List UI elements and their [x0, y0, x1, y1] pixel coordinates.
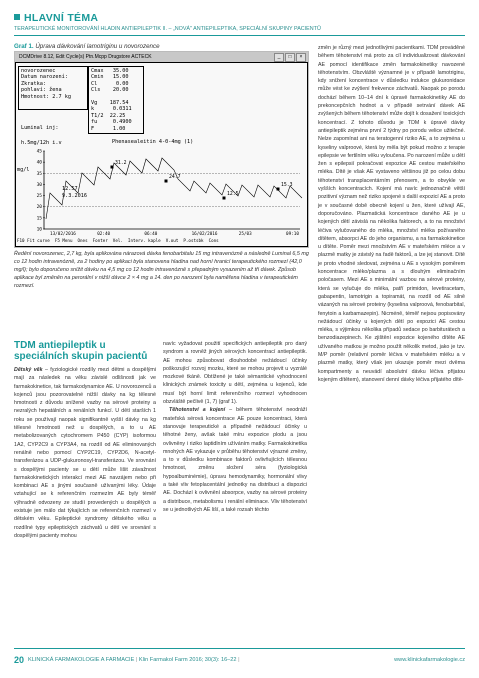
y-unit: mg/l [17, 167, 30, 173]
patient-info: novorozenec Datum narození: Zkratka: pohlaví: žena Hmotnost: 2.7 kg [21, 68, 71, 100]
y-tick-label: 25 [36, 194, 42, 200]
start-value: 12.57 [62, 186, 78, 192]
paragraph-lead: Dětský věk [14, 367, 43, 373]
concentration-plot [16, 63, 307, 246]
page-footer: 20 KLINICKÁ FARMAKOLOGIE A FARMACIE | Klin Farmakol Farm 2016; 30(3): 16–22 | www.klinickafarmakologie.cz [14, 648, 465, 667]
time-tick-label: 06:40 [144, 232, 158, 237]
section-heading: TDM antiepileptik u speciálních skupin pacientů [14, 340, 148, 362]
y-tick-label: 35 [36, 171, 42, 177]
measured-point [223, 197, 226, 200]
paragraph-lead: Těhotenství a kojení [169, 407, 226, 414]
dcm-display [16, 63, 307, 246]
header-divider [14, 35, 465, 36]
time-tick-label: 25/03 [238, 232, 252, 237]
paragraph-text: změn je různý mezi jednotlivými pacientkami. TDM prováděné během těhotenství má proto za cíl individualizovat dávkování AE pomocí identifikace změn farmakokinetiky navozené těhotenstvím. Obzvláště významné je v případě lamotriginu, kdy snížení koncentrace v důsledku indukce glukuronidace může vést ke zvýšení frekvence záchvatů. Naopak po porodu dochází během 10–14 dní k úpravě farmakokinetiky AE do prekoncepčních hodnot a v případě setrvání dávek AE zvýšených během těhotenství může dojít k dosažení toxických koncentrací. Z tohoto důvodu je TDM k úpravě dávky antiepileptik zejména první 2 týdny po porodu velice užitečné. Nelze zapomínat ani na teratogenní riziko AE, a to zejména u kyseliny valproové, která by měla být pokud možno z terapie epilepsie ve fertilním věku vyloučena. Po narození může u dětí žen s epilepsií pokračovat expozice AE cestou mateřského mléka. Dítě je však AE vystaveno většinou již po celou dobu těhotenství transplacentárním přenosem, a to obvykle ve vyšších koncentracích. Kojení má navíc jednoznačně větší pozitivní význam než riziko spojené s další expozicí AE a proto je v současné době obecně kojení u žen, které užívají AE, doporučováno. Plazmatická koncentrace daného AE je u kojených dětí závislá na několika faktorech, a to na množství léčiva vylučovaného do mléka, množství mléka požívaného dítětem, absorpci AE do jeho organismu, a na farmakokinetice u dítěte. Poměr mezi množstvím AE v mateřském mléce a v plazmě matky je závislý na řadě faktorů, a lze jej stanovit. Dítě je proto vhodné sledovat, zejména u AE s vysokým poměrem koncentrace mléko/plazma a s dlouhým eliminačním poločasem. Mezi AE s minimální vazbou na sérové proteiny, která se vylučuje do mléka, patří primidon, levetiracetam, gabapentin, lamotrigin a topiramát, na rozdíl od AE silně vázaných na sérové proteiny (kyselina valproová, fenobarbital, fenytoin a karbamazepin). Nicméně, téměř nejsou popisovány nežádoucí účinky u kojených dětí po expozici AE cestou mléka, s výjimkou několika případů sedace po barbiturátech a benzodiazepinech. Ke zjištění expozice kojeného dítěte AE užívaného matkou je možno použít několik metod, jako je tzv. M/P poměr (relativní poměr léčiva v mateřském mléku a v plazmě matky, který však jen ukazuje poměr mezi dvěma kompartmenty a neuvádí absolutní dávku léčiva přijatou kojeným dítětem), stanovení denní dávky léčiva přijatého dítě- [318, 45, 465, 383]
section-label: HLAVNÍ TÉMA [24, 12, 99, 24]
point-label: 24.7 [169, 175, 181, 180]
time-tick-label: 09:10 [286, 232, 299, 237]
figure-label: Graf 1. [14, 43, 34, 50]
section-header [14, 12, 98, 24]
figure-caption: Ředění novorozenec, 2,7 kg, byla aplikována nárazová dávka fenobarbitalu 15 mg intravenózně a následně Luminal 6,5 mg co 12 hodin intravenózně, za 2 hodiny po aplikaci byla stanovena hladina nad horní hranicí terapeutického rozmezí (42,0 mg/l); bylo doporučeno snížit dávku na 4,5 mg co 12 hodin intravenózně s přepadným vysazením až tři dávek. Způsob aplikace byl změněn na perorální v nižší dávce 2 × 4 mg a 14. den po narození byla naměřena hladina v terapeutickém rozmezí. [14, 251, 309, 289]
concentration-curve [46, 158, 302, 219]
measured-point [111, 166, 114, 169]
time-tick-label: 13/02/2016 [50, 232, 76, 237]
software-screenshot [14, 51, 309, 248]
paragraph [163, 406, 307, 514]
point-label: 15.3 [281, 183, 293, 188]
paragraph-text: navíc vyžadovat použití specifických antiepileptik pro daný syndrom a rovněž jiných sérových koncentrací antiepileptik. AE mohou způsobovat dlouhodobé nežádoucí účinky poškozující rozvoj mozku, které se mohou projevit u vyzrálé mozkové tkáně. Obtížené je také sémantické vyhodnocení klinických známek toxicity u dětí, zejména u kojenců, kde musí být horní limit referenčního rozmezí vyhodnocen obzvláště pečlivě (1, 7) (graf 1). [163, 341, 307, 406]
y-tick-label: 30 [36, 182, 42, 188]
y-tick-label: 20 [36, 205, 42, 211]
point-label: 31.2 [115, 161, 127, 166]
start-date: 9.3.2016 [62, 193, 87, 199]
paragraph-text: – fyziologické rozdíly mezi dětmi a dospělými mají za následek na věku závislé odlišnosti jak ve farmakokinetice, tak farmakodynamice AE. U novorozenců a kojenců jsou pozorovatelné nižší dávky na kg tělesné hmotnosti z důvodu snížené vazby na sérové proteiny a nezralých hepatálních a renálních funkcí. U dětí starších 1 roku se používají naopak signifikantně vyšší dávky na kg tělesné hmotnosti než u dospělých, a to u AE metabolizovaných cytochromem P450 (CYP) isoformou 1A2, CYP2C9 a CYP3A4, na rozdíl od AE eliminovaných renálně nebo pomocí CYP2C19, CYP2D6, N-acetyl-transferázou a UDP-glukuronosyl-transferázou. Ve srovnání s dospělými pacienty se u dětí může lišit závažnost farmakokinetických interakcí mezi AE navzájem nebo při kombinaci AE s jinými současně užívanými léky. Údaje vztahující se k referenčním rozmezím AE byly téměř výhradně odvozeny ze studií provedených u dospělých a existuje jen málo dat týkajících se referenčních rozmezí v dětském věku. Epileptické syndromy dětského věku a rozdílné typy epileptických záchvatů u dětí ve srovnání s dospělými pacienty mohou [14, 367, 156, 539]
pk-params: Cmax 35.00 Cmin 15.00 Cl 0.00 Cls 20.00 Vg 187.54 k 0.0311 T1/2 22.25 fu 0.4900 F 1.00 [91, 68, 132, 132]
figure-title [14, 43, 160, 50]
figure-caption-title: Úprava dávkování lamotriginu u novorozence [35, 43, 160, 50]
dose-value: h.5mg/12h i.v [21, 140, 62, 146]
journal-name: KLINICKÁ FARMAKOLOGIE A FARMACIE [28, 657, 135, 663]
citation: Klin Farmakol Farm 2016; 30(3): 16–22 [138, 657, 237, 663]
y-tick-label: 10 [36, 227, 42, 233]
window-title: DCMDrive 8.12, Edit Cycle(s) Ptn.Mcpp Drugstore ACTECK [19, 54, 152, 60]
text-column-2 [163, 340, 307, 514]
header-square-icon [14, 14, 20, 20]
paragraph-text: – během těhotenství neodráží mateřská sérová koncentrace AE pouze koncentraci, která stanovuje terapeutické a případně nežádoucí účinky u těhotné ženy, avšak také míru expozice plodu a jsou ovlivněny i riziko laptidlním užíváním matky. Farmakokinetika mnohých AE vykazuje v průběhu těhotenství výrazné změny, a to v důsledku kombinace faktorů ovlivňujících tělesnou hmotnost, změnu složení séra (fyziologická hypoalbuminémie), úpravu hemodynamiky, hormonální vlivy a také vliv fetoplacentální jednotky na distribuci a dispozici AE. Dochází k ovlivnění absorpce, vazby na sérové proteiny a distribuce, metabolismu i renální eliminace. Vliv těhotenství se u jednotlivých AE liší, a také rozsah těchto [163, 407, 307, 513]
time-tick-label: 16/02/2016 [191, 232, 218, 237]
paragraph [163, 340, 307, 406]
close-icon: × [296, 53, 306, 62]
phase-label: Phenasealeitin 4-0-4mg (1) [112, 139, 194, 145]
point-label: 12.5 [227, 192, 239, 197]
page-number: 20 [14, 655, 25, 665]
minimize-icon: _ [274, 53, 284, 62]
function-key-bar: F10 Fit curve F5 Menu Ones Fonter Vel. Interv. kaple V.out P.ostsbk Cons [17, 238, 219, 243]
journal-url: www.klinickafarmakologie.cz [394, 657, 465, 663]
text-column-1 [14, 366, 156, 540]
y-tick-label: 45 [36, 149, 42, 155]
window-titlebar [15, 52, 308, 62]
dose-label: Luminal inj: [21, 125, 59, 131]
measured-point [165, 180, 168, 183]
measured-point [277, 188, 280, 191]
maximize-icon: □ [285, 53, 295, 62]
time-tick-label: 02:40 [97, 232, 111, 237]
y-tick-label: 40 [36, 160, 42, 166]
y-tick-label: 15 [36, 216, 42, 222]
header-subtitle: TERAPEUTICKÉ MONITOROVÁNÍ HLADIN ANTIEPILEPTIK II. – „NOVÁ" ANTIEPILEPTIKA, SPECIÁLNÍ SKUPINY PACIENTŮ [14, 26, 321, 32]
text-column-3 [318, 44, 465, 384]
paragraph [14, 366, 156, 540]
plot-axes [44, 151, 300, 229]
paragraph [318, 44, 465, 384]
